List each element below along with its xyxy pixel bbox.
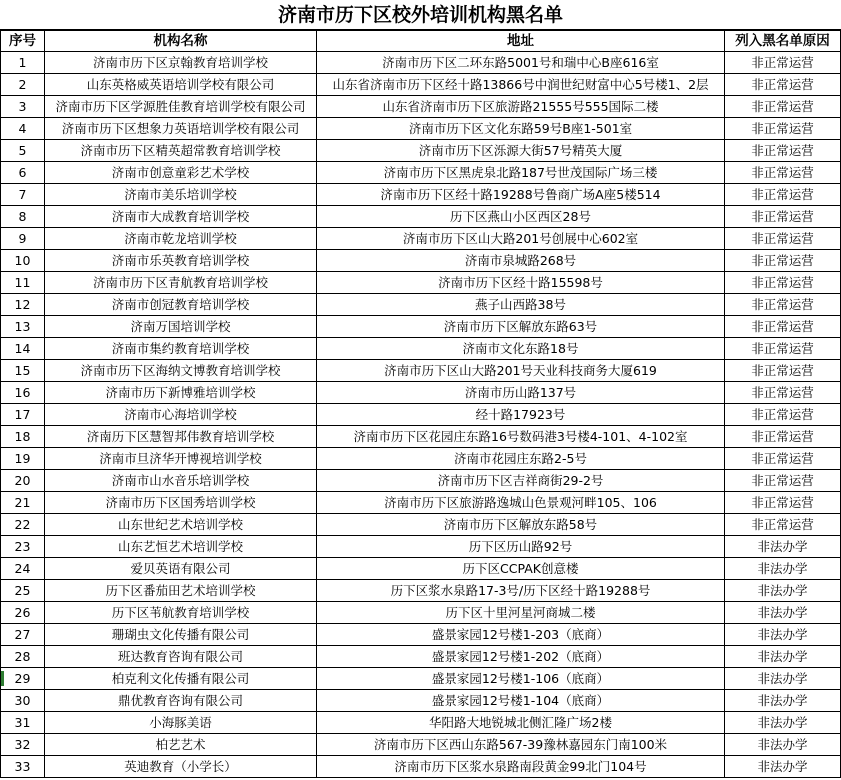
cell-org-name[interactable]: 济南市历下区国秀培训学校 xyxy=(45,492,317,514)
cell-address[interactable]: 盛景家园12号楼1-202（底商） xyxy=(317,646,725,668)
header-row xyxy=(1,31,841,52)
cell-address[interactable]: 济南市历下区吉祥商街29-2号 xyxy=(317,470,725,492)
cell-reason[interactable]: 非法办学 xyxy=(725,646,841,668)
cell-reason[interactable]: 非法办学 xyxy=(725,580,841,602)
cell-index[interactable]: 14 xyxy=(1,338,45,360)
cell-address[interactable]: 济南市泉城路268号 xyxy=(317,250,725,272)
cell-address[interactable]: 历下区历山路92号 xyxy=(317,536,725,558)
cell-org-name[interactable]: 济南市乐英教育培训学校 xyxy=(45,250,317,272)
cell-reason[interactable]: 非正常运营 xyxy=(725,118,841,140)
cell-org-name[interactable]: 英迪教育（小学长） xyxy=(45,756,317,778)
cell-reason[interactable]: 非正常运营 xyxy=(725,360,841,382)
blacklist-table xyxy=(0,30,841,778)
cell-reason[interactable]: 非正常运营 xyxy=(725,514,841,536)
cell-reason[interactable]: 非正常运营 xyxy=(725,492,841,514)
table-row xyxy=(1,294,841,316)
cell-index[interactable]: 16 xyxy=(1,382,45,404)
cell-address[interactable]: 济南市历下区西山东路567-39豫林嘉园东门南100米 xyxy=(317,734,725,756)
header-address[interactable]: 地址 xyxy=(317,31,725,52)
table-row xyxy=(1,756,841,778)
cell-org-name[interactable]: 鼎优教育咨询有限公司 xyxy=(45,690,317,712)
table-row xyxy=(1,668,841,690)
cell-address[interactable]: 山东省济南市历下区旅游路21555号555国际二楼 xyxy=(317,96,725,118)
cell-reason[interactable]: 非法办学 xyxy=(725,734,841,756)
cell-address[interactable]: 济南市历下区山大路201号创展中心602室 xyxy=(317,228,725,250)
cell-reason[interactable]: 非正常运营 xyxy=(725,294,841,316)
cell-reason[interactable]: 非正常运营 xyxy=(725,250,841,272)
cell-index[interactable]: 29 xyxy=(1,668,45,690)
cell-address[interactable]: 历下区燕山小区西区28号 xyxy=(317,206,725,228)
cell-address[interactable]: 济南市花园庄东路2-5号 xyxy=(317,448,725,470)
cell-reason[interactable]: 非法办学 xyxy=(725,756,841,778)
table-row xyxy=(1,514,841,536)
cell-reason[interactable]: 非正常运营 xyxy=(725,74,841,96)
cell-reason[interactable]: 非正常运营 xyxy=(725,316,841,338)
cell-address[interactable]: 济南市历下区泺源大街57号精英大厦 xyxy=(317,140,725,162)
cell-address[interactable]: 历下区CCPAK创意楼 xyxy=(317,558,725,580)
cell-address[interactable]: 历下区十里河星河商城二楼 xyxy=(317,602,725,624)
cell-reason[interactable]: 非正常运营 xyxy=(725,382,841,404)
cell-reason[interactable]: 非正常运营 xyxy=(725,52,841,74)
cell-reason[interactable]: 非正常运营 xyxy=(725,228,841,250)
cell-address[interactable]: 济南市历下区解放东路63号 xyxy=(317,316,725,338)
cell-address[interactable]: 济南市历下区经十路15598号 xyxy=(317,272,725,294)
cell-address[interactable]: 济南市历山路137号 xyxy=(317,382,725,404)
table-row xyxy=(1,162,841,184)
cell-index[interactable]: 4 xyxy=(1,118,45,140)
cell-org-name[interactable]: 山东艺恒艺术培训学校 xyxy=(45,536,317,558)
cell-address[interactable]: 燕子山西路38号 xyxy=(317,294,725,316)
cell-reason[interactable]: 非正常运营 xyxy=(725,448,841,470)
cell-org-name[interactable]: 济南历下区慧智邦伟教育培训学校 xyxy=(45,426,317,448)
table-row xyxy=(1,360,841,382)
table-row xyxy=(1,426,841,448)
cell-org-name[interactable]: 柏艺艺术 xyxy=(45,734,317,756)
table-row xyxy=(1,602,841,624)
cell-index[interactable]: 18 xyxy=(1,426,45,448)
table-row xyxy=(1,272,841,294)
cell-index[interactable]: 20 xyxy=(1,470,45,492)
cell-org-name[interactable]: 山东英格威英语培训学校有限公司 xyxy=(45,74,317,96)
cell-org-name[interactable]: 爱贝英语有限公司 xyxy=(45,558,317,580)
cell-index[interactable]: 33 xyxy=(1,756,45,778)
cell-reason[interactable]: 非法办学 xyxy=(725,624,841,646)
cell-index[interactable]: 17 xyxy=(1,404,45,426)
cell-index[interactable]: 12 xyxy=(1,294,45,316)
cell-reason[interactable]: 非正常运营 xyxy=(725,272,841,294)
cell-address[interactable]: 济南市历下区解放东路58号 xyxy=(317,514,725,536)
cell-org-name[interactable]: 济南市创冠教育培训学校 xyxy=(45,294,317,316)
cell-reason[interactable]: 非正常运营 xyxy=(725,162,841,184)
table-row xyxy=(1,382,841,404)
table-row xyxy=(1,140,841,162)
header-reason[interactable]: 列入黑名单原因 xyxy=(725,31,841,52)
cell-org-name[interactable]: 济南市历下新博雅培训学校 xyxy=(45,382,317,404)
cell-index[interactable]: 13 xyxy=(1,316,45,338)
cell-index[interactable]: 24 xyxy=(1,558,45,580)
cell-org-name[interactable]: 济南市历下区学源胜佳教育培训学校有限公司 xyxy=(45,96,317,118)
cell-org-name[interactable]: 小海豚美语 xyxy=(45,712,317,734)
cell-index[interactable]: 19 xyxy=(1,448,45,470)
cell-address[interactable]: 历下区浆水泉路17-3号/历下区经十路19288号 xyxy=(317,580,725,602)
table-row xyxy=(1,338,841,360)
cell-index[interactable]: 5 xyxy=(1,140,45,162)
table-row xyxy=(1,690,841,712)
cell-org-name[interactable]: 济南市历下区海纳文博教育培训学校 xyxy=(45,360,317,382)
cell-index[interactable]: 10 xyxy=(1,250,45,272)
table-row xyxy=(1,580,841,602)
cell-reason[interactable]: 非正常运营 xyxy=(725,184,841,206)
cell-org-name[interactable]: 济南市山水音乐培训学校 xyxy=(45,470,317,492)
cell-address[interactable]: 华阳路大地锐城北侧汇隆广场2楼 xyxy=(317,712,725,734)
cell-index[interactable]: 3 xyxy=(1,96,45,118)
cell-address[interactable]: 盛景家园12号楼1-104（底商） xyxy=(317,690,725,712)
header-index[interactable]: 序号 xyxy=(1,31,45,52)
cell-address[interactable]: 盛景家园12号楼1-203（底商） xyxy=(317,624,725,646)
cell-org-name[interactable]: 珊瑚虫文化传播有限公司 xyxy=(45,624,317,646)
cell-reason[interactable]: 非正常运营 xyxy=(725,338,841,360)
cell-index[interactable]: 32 xyxy=(1,734,45,756)
cell-org-name[interactable]: 山东世纪艺术培训学校 xyxy=(45,514,317,536)
cell-org-name[interactable]: 济南市旦济华开博视培训学校 xyxy=(45,448,317,470)
cell-index[interactable]: 25 xyxy=(1,580,45,602)
table-row xyxy=(1,118,841,140)
cell-reason[interactable]: 非法办学 xyxy=(725,536,841,558)
cell-address[interactable]: 济南市历下区黑虎泉北路187号世茂国际广场三楼 xyxy=(317,162,725,184)
cell-reason[interactable]: 非正常运营 xyxy=(725,140,841,162)
cell-address[interactable]: 济南市历下区浆水泉路南段黄金99北门104号 xyxy=(317,756,725,778)
cell-index[interactable]: 1 xyxy=(1,52,45,74)
cell-org-name[interactable]: 济南万国培训学校 xyxy=(45,316,317,338)
cell-index[interactable]: 30 xyxy=(1,690,45,712)
table-row xyxy=(1,448,841,470)
cell-index[interactable]: 28 xyxy=(1,646,45,668)
cell-reason[interactable]: 非法办学 xyxy=(725,602,841,624)
cell-index[interactable]: 31 xyxy=(1,712,45,734)
table-row xyxy=(1,184,841,206)
cell-index[interactable]: 2 xyxy=(1,74,45,96)
cell-reason[interactable]: 非正常运营 xyxy=(725,404,841,426)
cell-index[interactable]: 9 xyxy=(1,228,45,250)
cell-reason[interactable]: 非正常运营 xyxy=(725,470,841,492)
cell-org-name[interactable]: 济南市乾龙培训学校 xyxy=(45,228,317,250)
table-row xyxy=(1,316,841,338)
cell-org-name[interactable]: 济南市历下区青航教育培训学校 xyxy=(45,272,317,294)
cell-reason[interactable]: 非法办学 xyxy=(725,690,841,712)
table-row xyxy=(1,228,841,250)
cell-address[interactable]: 济南市文化东路18号 xyxy=(317,338,725,360)
table-row xyxy=(1,74,841,96)
header-org-name[interactable]: 机构名称 xyxy=(45,31,317,52)
cell-address[interactable]: 济南市历下区花园庄东路16号数码港3号楼4-101、4-102室 xyxy=(317,426,725,448)
table-row xyxy=(1,734,841,756)
sheet-title: 济南市历下区校外培训机构黑名单 xyxy=(0,0,841,30)
cell-org-name[interactable]: 济南市历下区精英超常教育培训学校 xyxy=(45,140,317,162)
cell-reason[interactable]: 非正常运营 xyxy=(725,426,841,448)
table-row xyxy=(1,558,841,580)
cell-address[interactable]: 济南市历下区旅游路逸城山色景观河畔105、106 xyxy=(317,492,725,514)
table-row xyxy=(1,712,841,734)
cell-index[interactable]: 6 xyxy=(1,162,45,184)
cell-address[interactable]: 盛景家园12号楼1-106（底商） xyxy=(317,668,725,690)
cell-address[interactable]: 经十路17923号 xyxy=(317,404,725,426)
cell-index[interactable]: 8 xyxy=(1,206,45,228)
cell-index[interactable]: 11 xyxy=(1,272,45,294)
cell-org-name[interactable]: 济南市美乐培训学校 xyxy=(45,184,317,206)
cell-address[interactable]: 济南市历下区二环东路5001号和瑞中心B座616室 xyxy=(317,52,725,74)
cell-org-name[interactable]: 班达教育咨询有限公司 xyxy=(45,646,317,668)
cell-address[interactable]: 济南市历下区文化东路59号B座1-501室 xyxy=(317,118,725,140)
cell-index[interactable]: 7 xyxy=(1,184,45,206)
table-row xyxy=(1,404,841,426)
cell-index[interactable]: 21 xyxy=(1,492,45,514)
cell-org-name[interactable]: 济南市心海培训学校 xyxy=(45,404,317,426)
cell-org-name[interactable]: 济南市集约教育培训学校 xyxy=(45,338,317,360)
cell-reason[interactable]: 非正常运营 xyxy=(725,96,841,118)
table-row xyxy=(1,470,841,492)
table-row xyxy=(1,646,841,668)
table-row xyxy=(1,536,841,558)
cell-org-name[interactable]: 济南市大成教育培训学校 xyxy=(45,206,317,228)
table-row xyxy=(1,96,841,118)
cell-reason[interactable]: 非正常运营 xyxy=(725,206,841,228)
cell-index[interactable]: 23 xyxy=(1,536,45,558)
table-row xyxy=(1,206,841,228)
cell-org-name[interactable]: 柏克利文化传播有限公司 xyxy=(45,668,317,690)
cell-org-name[interactable]: 历下区苇航教育培训学校 xyxy=(45,602,317,624)
table-row xyxy=(1,52,841,74)
cell-index[interactable]: 15 xyxy=(1,360,45,382)
table-row xyxy=(1,624,841,646)
table-row xyxy=(1,250,841,272)
cell-index[interactable]: 27 xyxy=(1,624,45,646)
cell-reason[interactable]: 非法办学 xyxy=(725,558,841,580)
table-row xyxy=(1,492,841,514)
cell-address[interactable]: 山东省济南市历下区经十路13866号中润世纪财富中心5号楼1、2层 xyxy=(317,74,725,96)
cell-index[interactable]: 22 xyxy=(1,514,45,536)
cell-org-name[interactable]: 济南市创意童彩艺术学校 xyxy=(45,162,317,184)
cell-index[interactable]: 26 xyxy=(1,602,45,624)
cell-org-name[interactable]: 济南市历下区京翰教育培训学校 xyxy=(45,52,317,74)
cell-reason[interactable]: 非法办学 xyxy=(725,712,841,734)
cell-org-name[interactable]: 历下区番茄田艺术培训学校 xyxy=(45,580,317,602)
cell-address[interactable]: 济南市历下区经十路19288号鲁商广场A座5楼514 xyxy=(317,184,725,206)
cell-org-name[interactable]: 济南市历下区想象力英语培训学校有限公司 xyxy=(45,118,317,140)
cell-address[interactable]: 济南市历下区山大路201号天业科技商务大厦619 xyxy=(317,360,725,382)
cell-reason[interactable]: 非法办学 xyxy=(725,668,841,690)
